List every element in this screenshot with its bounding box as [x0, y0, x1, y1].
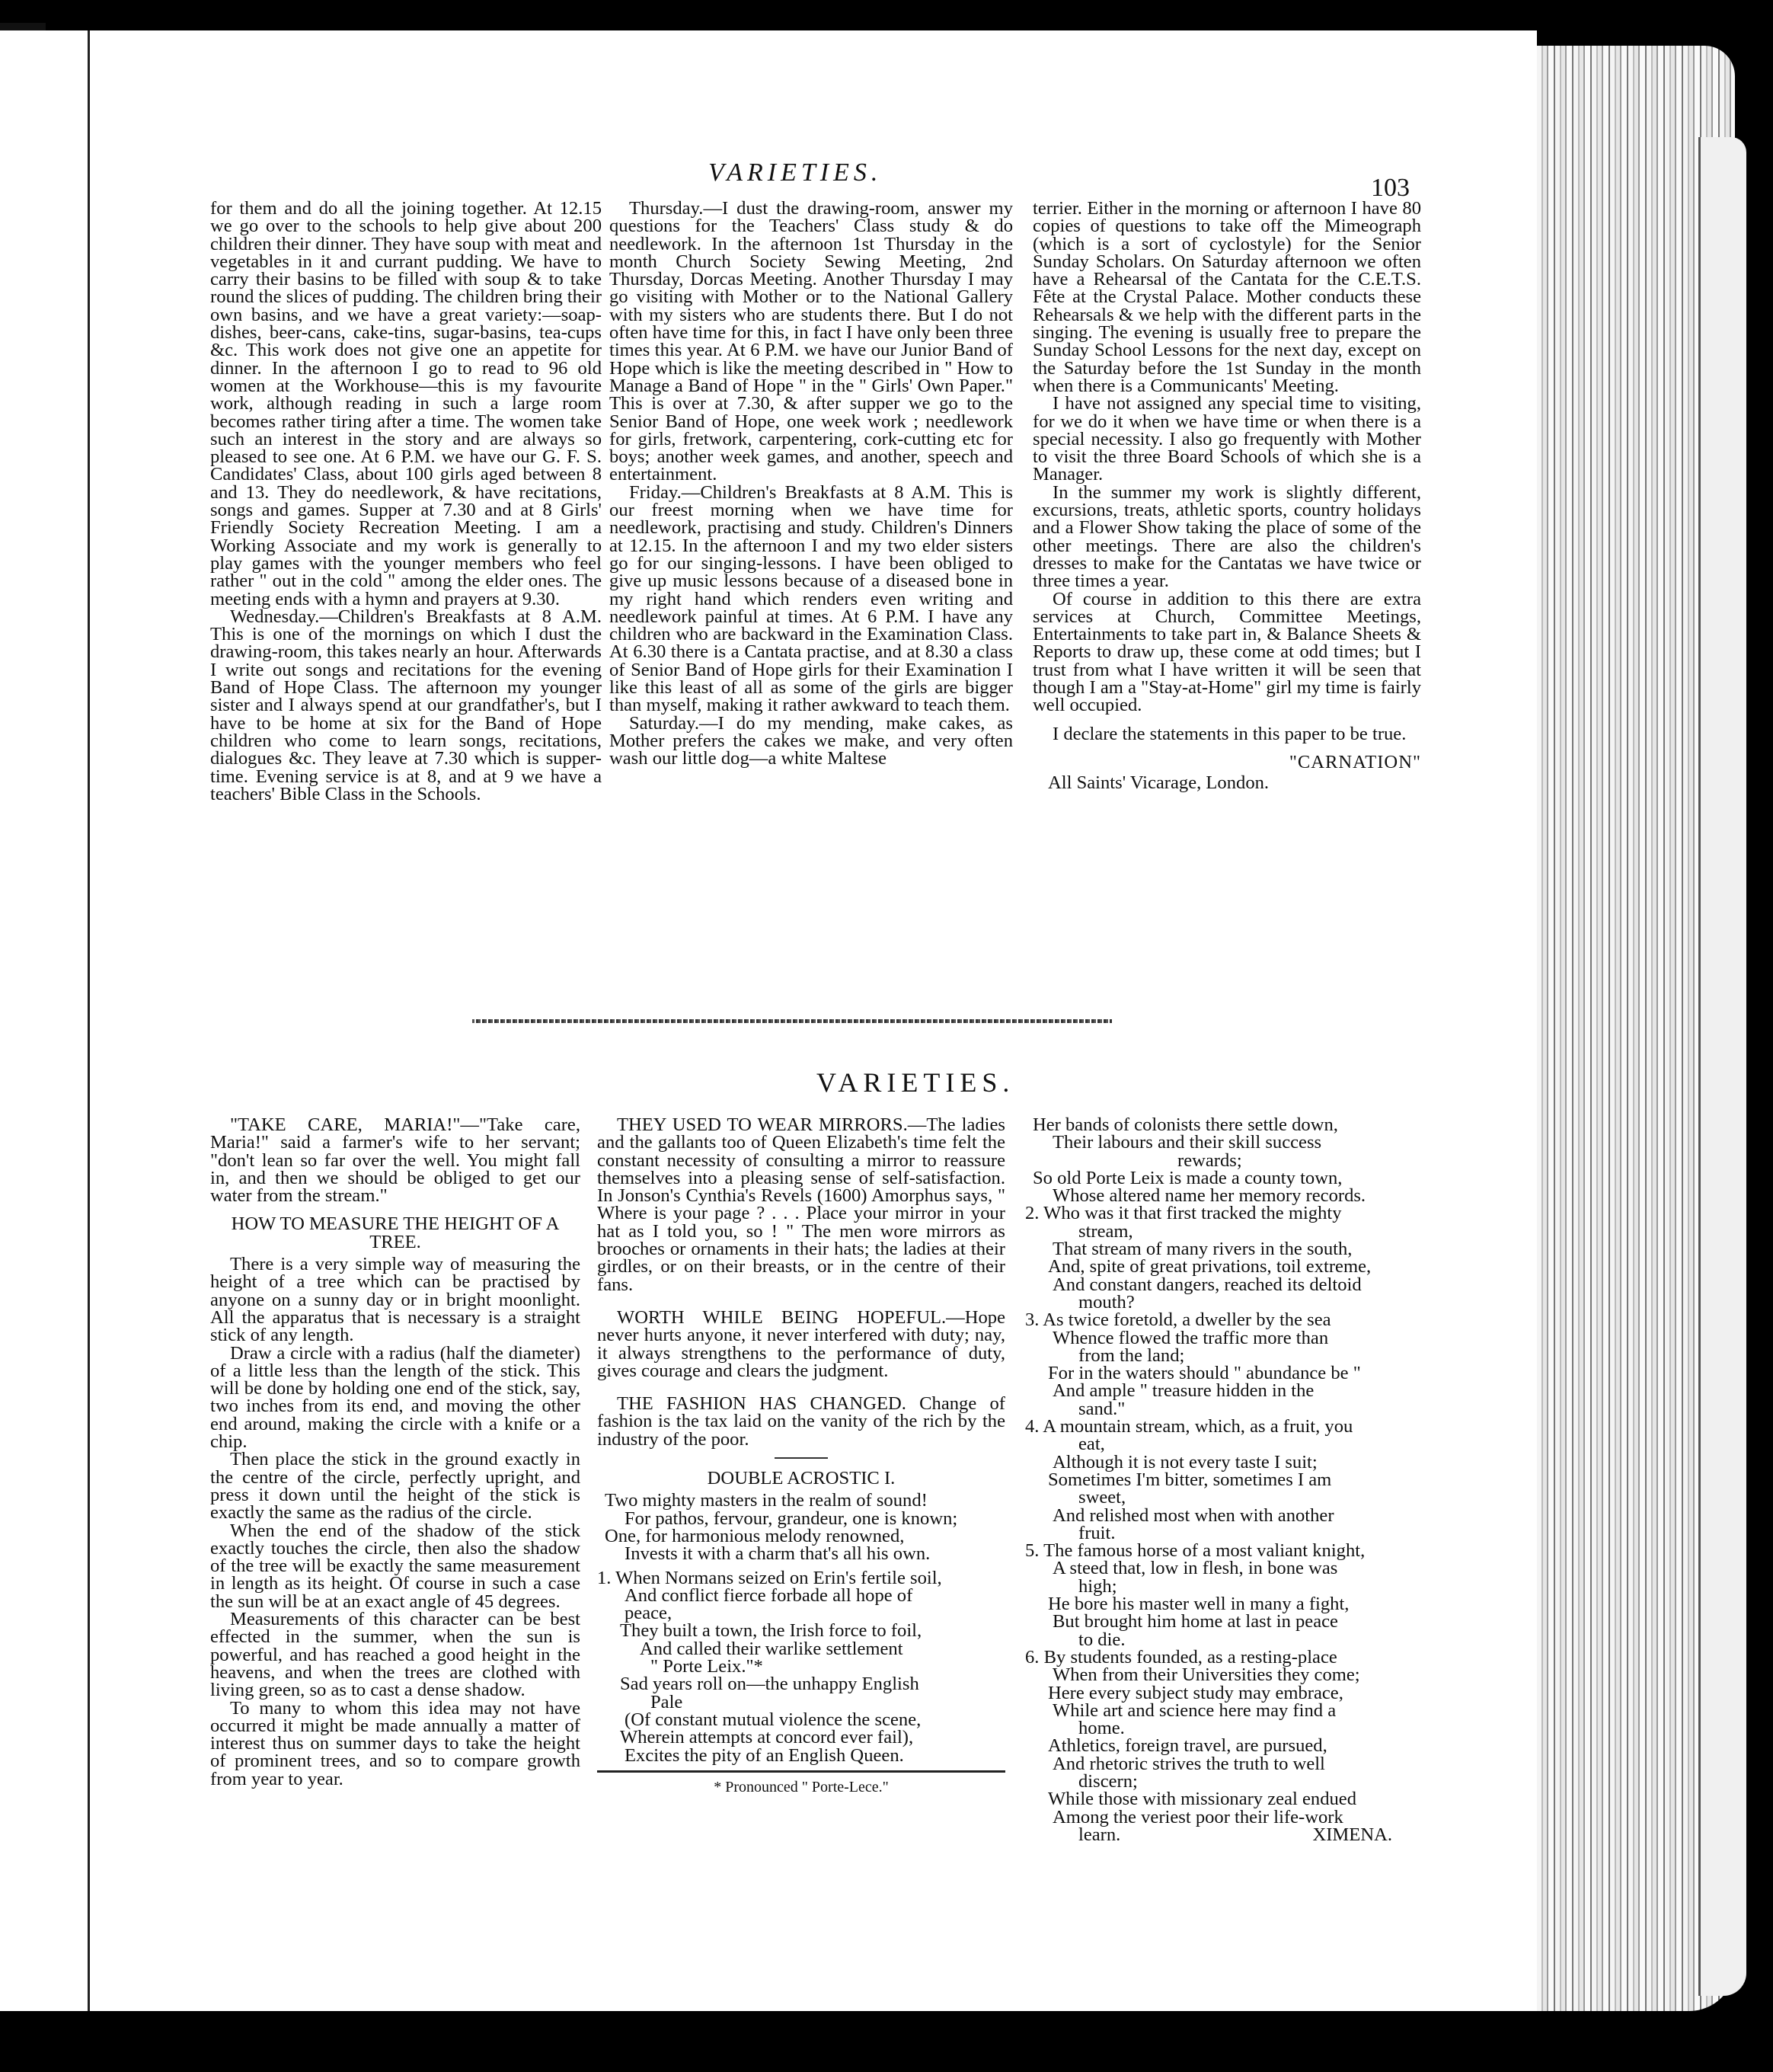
verse-line: 2. Who was it that first tracked the mighty: [1025, 1203, 1342, 1224]
verse-line: And ample " treasure hidden in the: [1053, 1380, 1315, 1402]
paragraph: I declare the statements in this paper to be true.: [1053, 723, 1407, 744]
upper-column-3: [1033, 200, 1421, 792]
verse-line: For in the waters should " abundance be ": [1048, 1363, 1361, 1384]
verse-line: discern;: [1078, 1770, 1138, 1792]
verse-1: [597, 1569, 1005, 1764]
verse-line: Athletics, foreign travel, are pursued,: [1048, 1735, 1327, 1757]
lower-column-2: [597, 1116, 1005, 1796]
verse-line: 6. By students founded, as a resting-place: [1025, 1646, 1337, 1668]
verse-line: Whence flowed the traffic more than: [1053, 1327, 1329, 1348]
verse-line: When from their Universities they come;: [1053, 1664, 1360, 1686]
verse-line: Invests it with a charm that's all his own.: [625, 1543, 931, 1565]
verse-line: peace,: [625, 1603, 672, 1624]
paragraph: In the summer my work is slightly different, excursions, treats, athletic sports, country holidays and a Flower Show taking the place of some of the other meetings. There are also the children's dresses to make for the Cantatas we have twice or three times a year.: [1033, 481, 1421, 592]
verse-line: eat,: [1078, 1434, 1105, 1455]
running-title: VARIETIES.: [708, 158, 883, 187]
verse-4: [1025, 1418, 1423, 1542]
verse-line: Their labours and their skill success: [1053, 1132, 1322, 1153]
verse-line: 3. As twice foretold, a dweller by the sea: [1025, 1309, 1331, 1331]
footnote: * Pronounced " Porte-Lece.": [597, 1770, 1005, 1796]
verse-line: to die.: [1078, 1629, 1126, 1650]
paragraph: Of course in addition to this there are extra services at Church, Committee Meetings, Entertainments to take part in, & Balance Sheets & Reports to draw up, these come at odd times; but I trust from what I have written it will be seen that though I am a "Stay-at-Home" girl my time is fairly well occupied.: [1033, 588, 1421, 716]
verse-line: Among the veriest poor their life-work: [1053, 1806, 1343, 1827]
verse-line: Here every subject study may embrace,: [1048, 1682, 1343, 1703]
paragraph: Wednesday.—Children's Breakfasts at 8 A.M. This is one of the mornings on which I dust the drawing-room, this takes nearly an hour. Afterwards I write out songs and recitations for the evening Band of Hope Class. The afternoon my younger sister and I always spend at our grandfather's, but I have to be home at six for the Band of Hope children who come to learn songs, recitations, dialogues &c. They leave at 7.30 which is supper-time. Evening service is at 8, and at 9 we have a teachers' Bible Class in the Schools.: [210, 606, 602, 804]
paragraph: terrier. Either in the morning or afternoon I have 80 copies of questions to take off the Mimeograph (which is a sort of cyclostyle) for the Senior Sunday Scholars. On Saturday afternoon we often have a Rehearsal of the Cantata for the C.E.T.S. Fête at the Crystal Palace. Mother conducts these Rehearsals & we help with the different parts in the singing. The evening is usually free to prepare the Sunday School Lessons for the next day, except on the Saturday before the 1st Sunday in the month when there is a Communicants' Meeting.: [1033, 198, 1421, 396]
verse-line: Wherein attempts at concord ever fail),: [620, 1727, 914, 1748]
verse-line: learn.: [1078, 1824, 1121, 1845]
paragraph: When the end of the shadow of the stick exactly touches the circle, then also the shadow of the tree will be exactly the same measurement in length as its height. Of course in such a case the sun will be at an exact angle of 45 degrees.: [210, 1520, 580, 1612]
verse-line: So old Porte Leix is made a county town,: [1033, 1167, 1343, 1188]
verse-2: [1025, 1204, 1423, 1311]
upper-column-2: [609, 200, 1013, 768]
author-signature: XIMENA.: [1312, 1824, 1392, 1845]
verse-line: And conflict fierce forbade all hope of: [625, 1584, 913, 1606]
paragraph: WORTH WHILE BEING HOPEFUL.—Hope never hurts anyone, it never interfered with duty; nay, it always strengthens to the performance of duty, gives courage and clears the judgment.: [597, 1306, 1005, 1381]
verse-line: Sad years roll on—the unhappy English: [620, 1674, 919, 1695]
verse-line: While art and science here may find a: [1053, 1699, 1337, 1721]
section-divider: [472, 1019, 1112, 1023]
signature: "CARNATION": [1289, 751, 1421, 772]
section-heading: VARIETIES.: [816, 1067, 1015, 1098]
verse-line: And called their warlike settlement: [640, 1638, 903, 1659]
subheading: HOW TO MEASURE THE HEIGHT OF A TREE.: [231, 1213, 560, 1252]
verse-line: Excites the pity of an English Queen.: [625, 1744, 904, 1766]
lower-column-1: [210, 1116, 580, 1788]
verse-line: For pathos, fervour, grandeur, one is known;: [625, 1508, 958, 1529]
verse-line: 1. When Normans seized on Erin's fertile soil,: [597, 1567, 942, 1588]
verse-line: 4. A mountain stream, which, as a fruit, you: [1025, 1416, 1353, 1437]
paragraph: There is a very simple way of measuring the height of a tree which can be practised by anyone on a sunny day or in bright moonlight. All the apparatus that is necessary is a straight stick of any length.: [210, 1254, 580, 1346]
verse-line: And relished most when with another: [1053, 1504, 1334, 1526]
verse-line: A steed that, low in flesh, in bone was: [1053, 1558, 1338, 1579]
paragraph: for them and do all the joining together. At 12.15 we go over to the schools to help give about 200 children their dinner. They have soup with meat and vegetables in it and currant pudding. We have to carry their basins to be filled with soup & to take round the slices of pudding. The children bring their own basins, and we have a great variety:—soap-dishes, beer-cans, cake-tins, sugar-basins, tea-cups &c. This work does not give one an appetite for dinner. In the afternoon I go to read to 96 old women at the Workhouse—this is my favourite work, although reading in such a large room becomes rather tiring after a time. The women take such an interest in the story and are always so pleased to see one. At 6 P.M. we have our G. F. S. Candidates' Class, about 100 girls aged between 8 and 13. They do needlework, & have recitations, songs and games. Supper at 7.30 and at 8 Girls' Friendly Society Recreation Meeting. I am a Working Associate and my work is generally to play games with the younger members who feel rather " out in the cold " among the elder ones. The meeting ends with a hymn and prayers at 9.30.: [210, 198, 602, 609]
address: All Saints' Vicarage, London.: [1048, 772, 1270, 794]
paragraph: Friday.—Children's Breakfasts at 8 A.M. This is our freest morning when we have time for needlework, practising and study. Children's Dinners at 12.15. In the afternoon I and my two elder sisters go for our singing-lessons. I have been obliged to give up music lessons because of a diseased bone in my right hand which renders even writing and needlework painful at times. At 6 P.M. I have any children who are backward in the Examination Class. At 6.30 there is a Cantata practise, and at 8.30 a class of Senior Band of Hope girls for their Examination I like this least of all as some of the girls are bigger than myself, making it rather awkward to teach them.: [609, 481, 1013, 716]
verse-line: home.: [1078, 1718, 1125, 1739]
verse-5: [1025, 1542, 1423, 1648]
verse-line: Although it is not every taste I suit;: [1053, 1451, 1318, 1472]
final-line: [1025, 1826, 1423, 1843]
verse-line: fruit.: [1078, 1522, 1116, 1543]
verse-line: sweet,: [1078, 1487, 1126, 1508]
verse-line: sand.": [1078, 1398, 1126, 1419]
paragraph: Draw a circle with a radius (half the diameter) of a little less than the length of the stick. This will be done by holding one end of the stick, say, two inches from its end, and moving the other end around, making the circle with a knife or a chip.: [210, 1342, 580, 1453]
verse-line: And constant dangers, reached its deltoid: [1053, 1274, 1362, 1295]
verse-line: (Of constant mutual violence the scene,: [625, 1709, 922, 1730]
verse-line: stream,: [1078, 1220, 1133, 1242]
verse-line: But brought him home at last in peace: [1053, 1611, 1338, 1632]
cover-edge: [1698, 137, 1746, 1996]
verse-line: high;: [1078, 1575, 1117, 1597]
verse-line: That stream of many rivers in the south,: [1053, 1239, 1353, 1260]
verse-3: [1025, 1311, 1423, 1418]
verse-line: And, spite of great privations, toil extreme,: [1048, 1256, 1372, 1277]
verse-line: They built a town, the Irish force to foil,: [620, 1620, 922, 1642]
paragraph: THEY USED TO WEAR MIRRORS.—The ladies and the gallants too of Queen Elizabeth's time felt the constant necessity of consulting a mirror to reassure themselves into a pleasing sense of self-satisfaction. In Jonson's Cynthia's Revels (1600) Amorphus says, " Where is your page ? . . . Place your mirror in your hat as I told you, so ! " The men wore mirrors as brooches or ornaments in their hats; the ladies at their girdles, or on their breasts, or in the centre of their fans.: [597, 1114, 1005, 1295]
paragraph: THE FASHION HAS CHANGED. Change of fashion is the tax laid on the vanity of the rich by the industry of the poor.: [597, 1393, 1005, 1450]
verse-line: Whose altered name her memory records.: [1053, 1185, 1366, 1207]
subheading: DOUBLE ACROSTIC I.: [707, 1468, 896, 1489]
verse-line: He bore his master well in many a fight,: [1048, 1594, 1350, 1615]
verse-line: from the land;: [1078, 1345, 1185, 1366]
paragraph: Measurements of this character can be best effected in the summer, when the sun is powerful, and has reached a good height in the heavens, and when the trees are clothed with living green, so as to cast a dense shadow.: [210, 1609, 580, 1701]
paragraph: To many to whom this idea may not have occurred it might be made annually a matter of interest thus on summer days to take the height of prominent trees, and so to compare growth from year to year.: [210, 1697, 580, 1789]
verse-line: 5. The famous horse of a most valiant knight,: [1025, 1540, 1366, 1562]
verse-6: [1025, 1648, 1423, 1843]
verse-line: mouth?: [1078, 1291, 1135, 1313]
upper-column-1: [210, 200, 602, 803]
verse-line: One, for harmonious melody renowned,: [605, 1525, 905, 1546]
paragraph: "TAKE CARE, MARIA!"—"Take care, Maria!" said a farmer's wife to her servant; "don't lean so far over the well. You might fall in, and then we should be obliged to get our water from the stream.": [210, 1114, 580, 1207]
verse-1-continued: [1025, 1114, 1423, 1207]
verse-line: Two mighty masters in the realm of sound!: [605, 1490, 928, 1511]
paragraph: Then place the stick in the ground exactly in the centre of the circle, perfectly upright, and press it down until the height of the stick is exactly the same as the radius of the circle.: [210, 1449, 580, 1524]
verse-line: Pale: [650, 1691, 683, 1712]
page-number: 103: [1371, 174, 1410, 202]
lower-column-3: [1025, 1116, 1423, 1843]
paragraph: Thursday.—I dust the drawing-room, answer my questions for the Teachers' Class study & do needlework. In the afternoon 1st Thursday in the month Church Society Sewing Meeting, 2nd Thursday, Dorcas Meeting. Another Thursday I may go visiting with Mother or to the National Gallery with my sisters who are students there. But I do not often have time for this, in fact I have only been three times this year. At 6 P.M. we have our Junior Band of Hope which is like the meeting described in " How to Manage a Band of Hope " in the " Girls' Own Paper." This is over at 7.30, & after supper we go to the Senior Band of Hope, one week work ; needlework for girls, fretwork, carpentering, cork-cutting etc for boys; another week games, and another, speech and entertainment.: [609, 198, 1013, 485]
verse-line: Sometimes I'm bitter, sometimes I am: [1048, 1469, 1332, 1490]
verse-line: Her bands of colonists there settle down,: [1033, 1114, 1338, 1135]
verse-intro: [597, 1490, 1005, 1565]
verse-line: And rhetoric strives the truth to well: [1053, 1753, 1325, 1774]
rule: [775, 1457, 828, 1459]
verse-line: While those with missionary zeal endued: [1048, 1789, 1357, 1810]
verse-line: " Porte Leix."*: [650, 1656, 763, 1677]
verse-line: rewards;: [1177, 1150, 1242, 1171]
paragraph: Saturday.—I do my mending, make cakes, as Mother prefers the cakes we make, and very often wash our little dog—a white Maltese: [609, 712, 1013, 769]
facing-page-edge: [0, 30, 90, 2011]
paragraph: I have not assigned any special time to visiting, for we do it when we have time or when there is a special necessity. I also go frequently with Mother to visit the three Board Schools of which she is a Manager.: [1033, 393, 1421, 485]
